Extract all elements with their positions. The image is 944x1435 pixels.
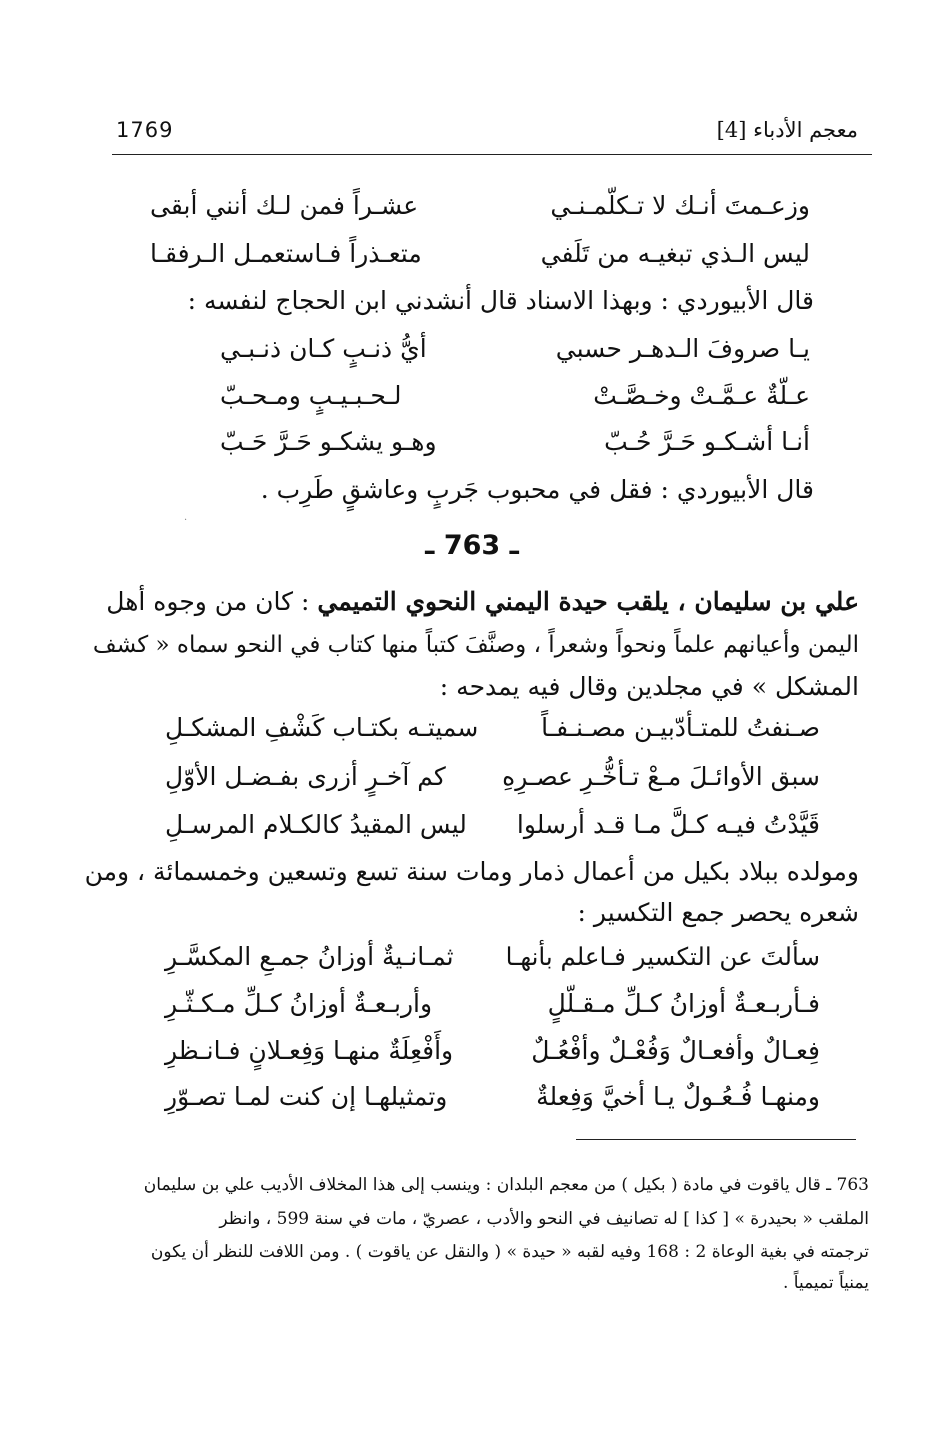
verse-hemistich-first: عـلّةٌ عـمَّـتْ وخـصَّـتْ xyxy=(593,381,810,410)
verse-line xyxy=(165,805,820,845)
verse-line xyxy=(150,186,810,226)
footnote-line: 763 ـ قال ياقوت في مادة ( بكيل ) من معجم البلدان : وينسب إلى هذا المخلاف الأديب علي بن سليمان xyxy=(143,1175,869,1195)
verse-hemistich-second: وأَفْعِلَةٌ منهـا وَفِعـلانٍ فـانـظرِ xyxy=(165,1036,454,1065)
entry-first-line xyxy=(106,582,859,622)
verse-hemistich-first: ومنهـا فُـعُـولٌ يـا أخيَّ وَفِعلةٌ xyxy=(536,1082,820,1111)
prose-line: قال الأبيوردي : وبهذا الاسناد قال أنشدني ابن الحجاج لنفسه : xyxy=(187,286,814,315)
running-header-title: معجم الأدباء [4] xyxy=(716,118,858,142)
verse-hemistich-second: وتمثيلهـا إن كنت لمـا تصـوّرِ xyxy=(165,1082,448,1111)
verse-hemistich-second: سميتـه بكتـاب كَشْفِ المشكـلِ xyxy=(165,713,479,742)
verse-line xyxy=(165,1077,820,1117)
prose-line: المشكل » في مجلدين وقال فيه يمدحه : xyxy=(439,672,859,701)
scan-speck: · xyxy=(184,515,188,526)
verse-line xyxy=(220,422,810,462)
page-number: 1769 xyxy=(116,118,174,142)
entry-number: ـ 763 ـ xyxy=(425,530,519,561)
verse-line xyxy=(220,329,810,369)
verse-hemistich-second: ليس المقيدُ كالكـلام المرسـلِ xyxy=(165,810,467,839)
header-rule xyxy=(112,154,872,155)
entry-intro-text: : كان من وجوه أهل xyxy=(106,587,318,616)
verse-hemistich-first: أنـا أشـكـو حَـرَّ حُـبّ xyxy=(604,427,810,456)
verse-line xyxy=(165,708,820,748)
footnote-line: ترجمته في بغية الوعاة 2 : 168 وفيه لقبه « حيدة » ( والنقل عن ياقوت ) . ومن اللافت للنظر أن يكون xyxy=(150,1242,869,1262)
verse-hemistich-first: يـا صروفَ الـدهـر حسبي xyxy=(555,334,810,363)
verse-hemistich-second: أيُّ ذنـبٍ كـان ذنـبـي xyxy=(220,334,427,363)
verse-hemistich-second: كم آخـرٍ أزرى بفـضـل الأوّلِ xyxy=(165,762,446,791)
verse-hemistich-first: فِعـالٌ وأفعـالٌ وَفُعْـلٌ وأفْعُـلٌ xyxy=(531,1036,820,1065)
verse-hemistich-second: ثمـانـيةٌ أوزانُ جمـعِ المكسَّـرِ xyxy=(165,942,454,971)
verse-line xyxy=(165,984,820,1024)
footnote-line: الملقب « بحيدرة » [ كذا ] له تصانيف في النحو والأدب ، عصريّ ، مات في سنة 599 ، وانظر xyxy=(219,1209,869,1229)
verse-hemistich-second: وأربـعـةٌ أوزانُ كـلِّ مـكـثّـرِ xyxy=(165,989,433,1018)
footnote-rule xyxy=(576,1139,856,1140)
verse-hemistich-second: لـحـبـيـبٍ ومـحـبّ xyxy=(220,381,402,410)
footnote-line: يمنياً تميمياً . xyxy=(782,1273,869,1293)
verse-hemistich-second: عشـراً فمن لـك أنني أبقى xyxy=(150,191,419,220)
verse-hemistich-first: ليس الـذي تبغيـه من تَلَفي xyxy=(540,239,810,268)
prose-line: ومولده ببلاد بكيل من أعمال ذمار ومات سنة تسع وتسعين وخمسمائة ، ومن xyxy=(84,857,859,886)
verse-hemistich-first: سألتَ عن التكسير فـاعلم بأنهـا xyxy=(505,942,820,971)
prose-line: اليمن وأعيانهم علماً ونحواً وشعراً ، وصنَّفَ كتباً منها كتاب في النحو سماه « كشف xyxy=(92,632,859,658)
verse-hemistich-first: قَيَّدْتُ فيـه كـلَّ مـا قـد أرسلوا xyxy=(516,810,820,839)
prose-line: شعره يحصر جمع التكسير : xyxy=(577,898,859,927)
verse-line xyxy=(165,937,820,977)
entry-heading: علي بن سليمان ، يلقب حيدة اليمني النحوي التميمي xyxy=(317,587,859,616)
verse-hemistich-second: وهـو يشكـو حَـرَّ حَـبّ xyxy=(220,427,437,456)
verse-line xyxy=(220,376,810,416)
verse-hemistich-first: فـأربـعـةٌ أوزانُ كـلِّ مـقـلّلٍ xyxy=(547,989,820,1018)
prose-line: قال الأبيوردي : فقل في محبوب جَربٍ وعاشقٍ طَرِب . xyxy=(260,475,814,504)
verse-hemistich-first: سبق الأوائـلَ مـعْ تـأخُّـرِ عصـرِهِ xyxy=(502,762,820,791)
verse-hemistich-first: صـنفتُ للمتـأدّبيـن مصـنـفـاً xyxy=(541,713,820,742)
verse-hemistich-first: وزعـمتَ أنـك لا تـكلّمـنـي xyxy=(550,191,810,220)
verse-hemistich-second: متعـذراً فـاستعمـل الـرفقـا xyxy=(150,239,422,268)
verse-line xyxy=(150,234,810,274)
verse-line xyxy=(165,757,820,797)
verse-line xyxy=(165,1031,820,1071)
